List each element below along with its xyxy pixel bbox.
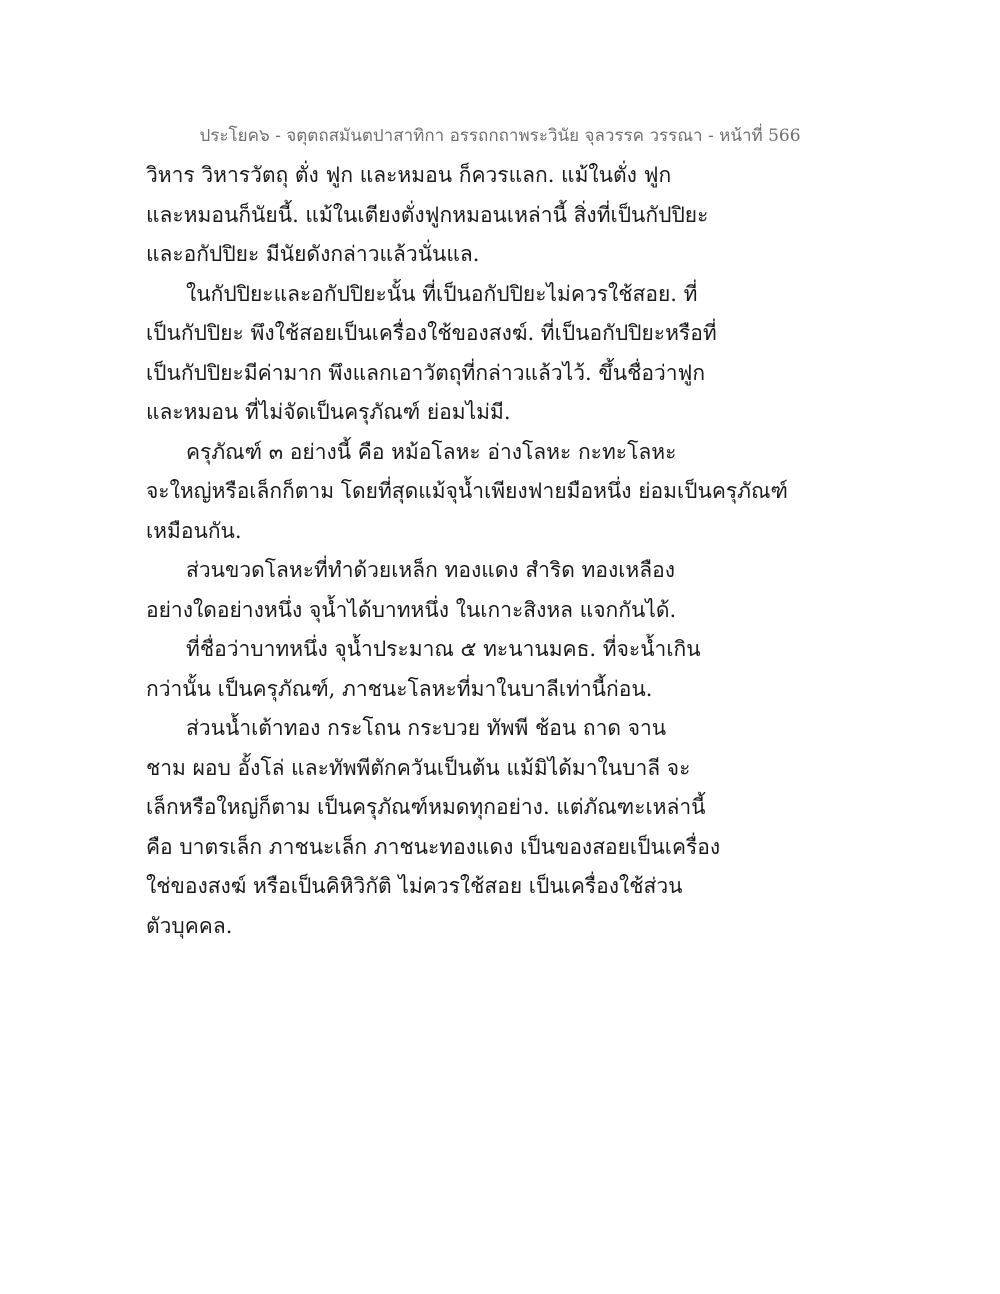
- text-line: ครุภัณฑ์ ๓ อย่างนี้ คือ หม้อโลหะ อ่างโลหะ กะทะโลหะ: [186, 439, 677, 464]
- text-line: เล็กหรือใหญ่ก็ตาม เป็นครุภัณฑ์หมดทุกอย่าง. แต่ภัณฑะเหล่านี้: [146, 795, 706, 819]
- text-line: เหมือนกัน.: [146, 518, 242, 543]
- text-line: ตัวบุคคล.: [146, 913, 233, 938]
- text-line: ที่ชื่อว่าบาทหนึ่ง จุน้ำประมาณ ๕ ทะนานมคธ. ที่จะน้ำเกิน: [186, 637, 701, 661]
- text-line: วิหาร วิหารวัตถุ ตั่ง ฟูก และหมอน ก็ควรแลก. แม้ในตั่ง ฟูก: [146, 163, 672, 187]
- text-line: ส่วนขวดโลหะที่ทำด้วยเหล็ก ทองแดง สำริด ทองเหลือง: [186, 558, 675, 582]
- text-line: กว่านั้น เป็นครุภัณฑ์, ภาชนะโลหะที่มาในบาลีเท่านี้ก่อน.: [146, 676, 653, 701]
- text-line: เป็นกัปปิยะ พึงใช้สอยเป็นเครื่องใช้ของสงฆ์. ที่เป็นอกัปปิยะหรือที่: [146, 321, 717, 345]
- body-text: [146, 156, 866, 946]
- text-line: และหมอนก็นัยนี้. แม้ในเตียงตั่งฟูกหมอนเหล่านี้ สิ่งที่เป็นกัปปิยะ: [146, 202, 709, 227]
- text-line: และอกัปปิยะ มีนัยดังกล่าวแล้วนั่นแล.: [146, 242, 480, 266]
- text-line: คือ บาตรเล็ก ภาชนะเล็ก ภาชนะทองแดง เป็นของสอยเป็นเครื่อง: [146, 834, 721, 859]
- text-line: อย่างใดอย่างหนึ่ง จุน้ำได้บาทหนึ่ง ในเกาะสิงหล แจกกันได้.: [146, 597, 677, 622]
- text-line: จะใหญ่หรือเล็กก็ตาม โดยที่สุดแม้จุน้ำเพียงฟายมือหนึ่ง ย่อมเป็นครุภัณฑ์: [146, 479, 788, 503]
- text-line: ชาม ผอบ อั้งโล่ และทัพพีตักควันเป็นต้น แม้มิได้มาในบาลี จะ: [146, 755, 691, 780]
- text-line: เป็นกัปปิยะมีค่ามาก พึงแลกเอาวัตถุที่กล่าวแล้วไว้. ขึ้นชื่อว่าฟูก: [146, 360, 706, 385]
- text-line: ในกัปปิยะและอกัปปิยะนั้น ที่เป็นอกัปปิยะไม่ควรใช้สอย. ที่: [186, 281, 698, 306]
- text-line: และหมอน ที่ไม่จัดเป็นครุภัณฑ์ ย่อมไม่มี.: [146, 400, 511, 424]
- text-line: ใช่ของสงฆ์ หรือเป็นคิหิวิกัติ ไม่ควรใช้สอย เป็นเครื่องใช้ส่วน: [146, 874, 683, 898]
- text-line: ส่วนน้ำเต้าทอง กระโถน กระบวย ทัพพี ช้อน ถาด จาน: [186, 716, 667, 740]
- page-header: ประโยค๖ - จตุตถสมันตปาสาทิกา อรรถกถาพระวินัย จุลวรรค วรรณา - หน้าที่ 566: [199, 126, 801, 146]
